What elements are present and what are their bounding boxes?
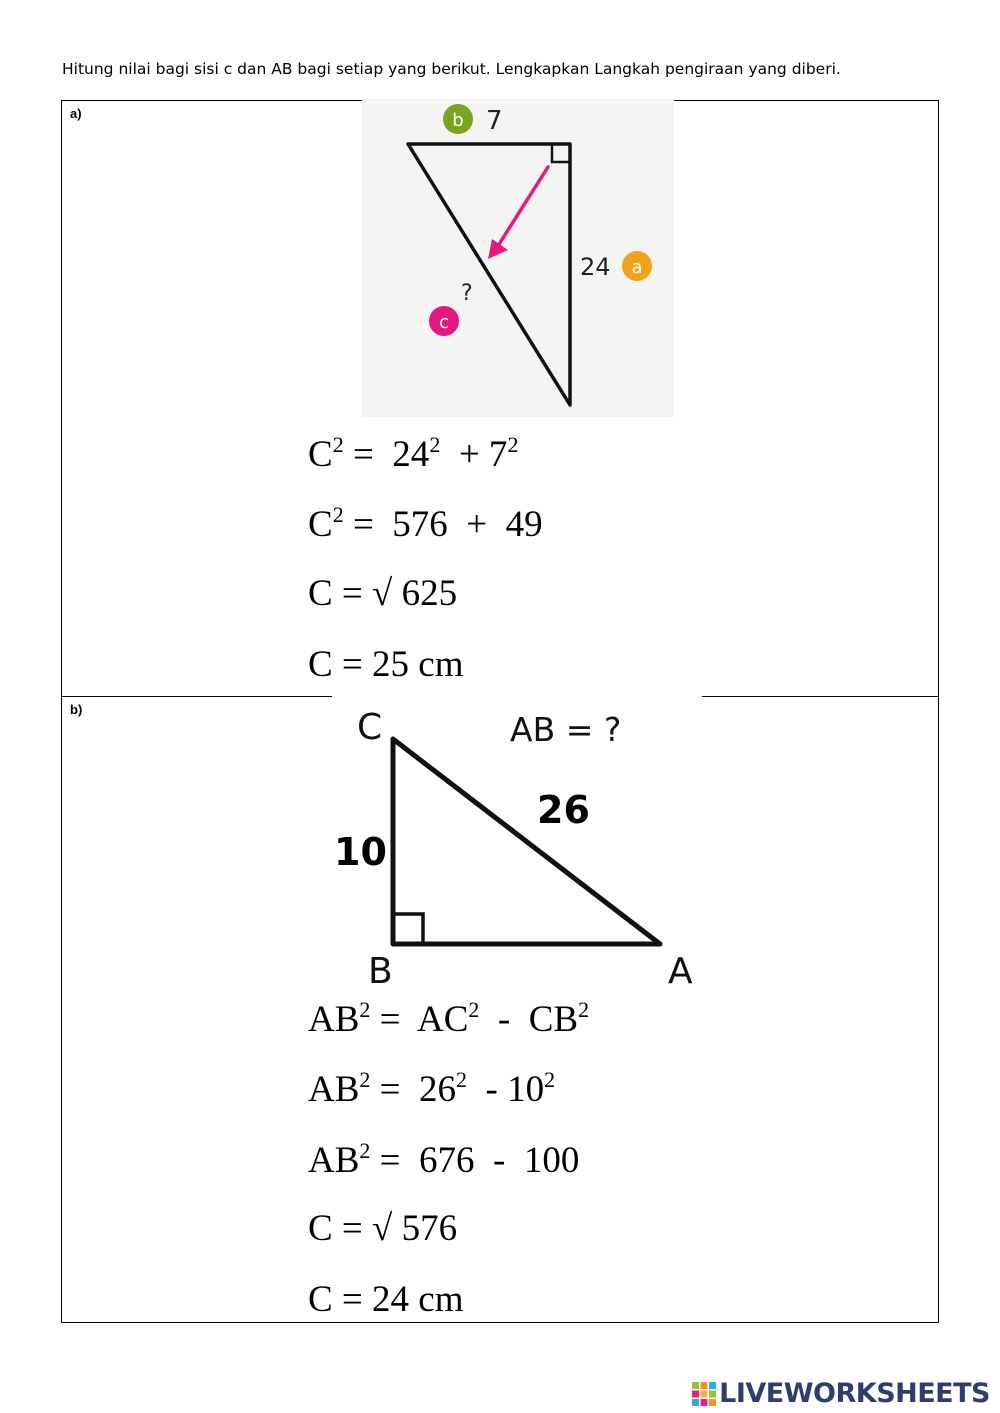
equation-b-1: $AB^2 = AC^2 - CB^2$ — [308, 997, 590, 1040]
vertex-b-label: B — [368, 951, 393, 992]
equation-b-5: C = 24 cm — [308, 1279, 464, 1320]
equation-a-3: C = √ 625 — [308, 573, 458, 614]
a-badge-letter: a — [631, 257, 643, 278]
side-cb-value: 10 — [334, 830, 387, 874]
c-badge-letter: c — [439, 312, 449, 333]
question-a-label: a) — [70, 106, 82, 121]
ab-question-label: AB = ? — [510, 710, 622, 749]
side-a-value: 24 — [580, 253, 611, 281]
vertex-a-label: A — [668, 951, 693, 992]
b-badge-letter: b — [452, 110, 464, 131]
equation-b-2: $AB^2 = 26^2 - 10^2$ — [308, 1067, 556, 1110]
triangle-b-figure — [332, 695, 702, 995]
triangle-a-figure — [362, 99, 674, 417]
liveworksheets-logo[interactable] — [691, 1378, 990, 1409]
equation-a-4: C = 25 cm — [308, 644, 464, 685]
question-b-box — [61, 696, 939, 1323]
equation-b-3: $AB^2 = 676 - 100$ — [308, 1138, 580, 1181]
instruction-text: Hitung nilai bagi sisi c dan AB bagi setiap yang berikut. Lengkapkan Langkah pengiraan yang diberi. — [62, 60, 841, 78]
question-b-label: b) — [70, 702, 83, 717]
equation-a-1: $C^2 = 24^2 + 7^2$ — [308, 432, 519, 475]
vertex-c-label: C — [357, 707, 383, 748]
equation-a-2: $C^2 = 576 + 49$ — [308, 502, 543, 545]
hypotenuse-value: 26 — [537, 788, 590, 832]
side-c-question: ? — [461, 281, 473, 306]
equation-b-4: C = √ 576 — [308, 1208, 458, 1249]
liveworksheets-icon — [691, 1381, 717, 1407]
side-b-value: 7 — [486, 106, 503, 136]
question-a-box — [61, 100, 939, 697]
logo-text: LIVEWORKSHEETS — [719, 1378, 990, 1409]
